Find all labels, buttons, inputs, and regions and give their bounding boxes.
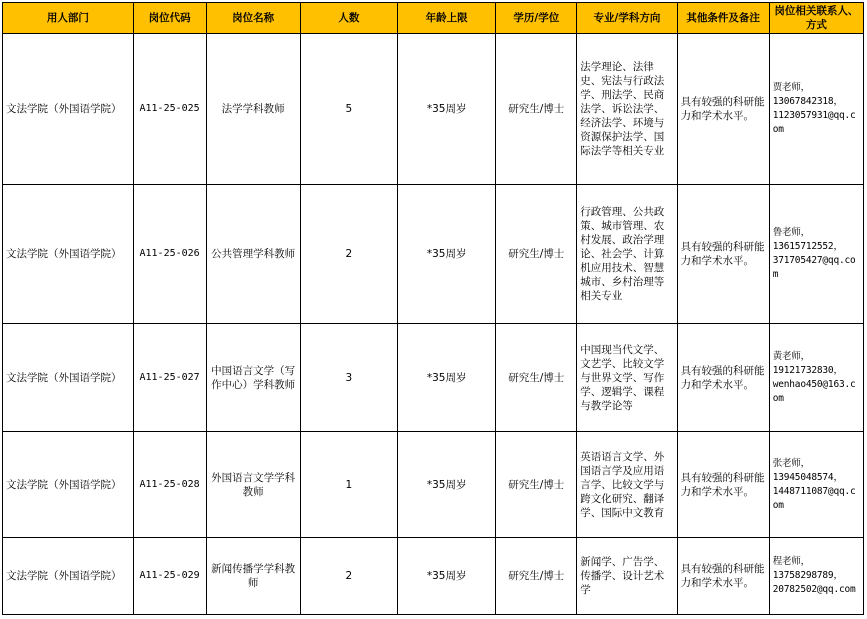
cell-major: 行政管理、公共政策、城市管理、农村发展、政治学理论、社会学、计算机应用技术、智慧城市、乡村治理等相关专业	[577, 185, 677, 324]
cell-major: 中国现当代文学、文艺学、比较文学与世界文学、写作学、逻辑学、课程与教学论等	[577, 324, 677, 432]
table-row	[3, 34, 864, 185]
header-code: 岗位代码	[133, 3, 206, 34]
cell-contact: 鲁老师， 13615712552， 371705427@qq.com	[769, 185, 863, 324]
cell-age: *35周岁	[398, 432, 496, 538]
cell-contact: 程老师， 13758298789， 20782502@qq.com	[769, 538, 863, 615]
cell-age: *35周岁	[398, 538, 496, 615]
header-count: 人数	[300, 3, 397, 34]
table-row	[3, 432, 864, 538]
cell-dept: 文法学院（外国语学院）	[3, 324, 134, 432]
cell-contact: 贾老师， 13067842318， 1123057931@qq.com	[769, 34, 863, 185]
cell-dept: 文法学院（外国语学院）	[3, 538, 134, 615]
cell-contact: 张老师， 13945048574， 1448711087@qq.com	[769, 432, 863, 538]
header-dept: 用人部门	[3, 3, 134, 34]
cell-count: 1	[300, 432, 397, 538]
table-row	[3, 324, 864, 432]
cell-name: 公共管理学科教师	[206, 185, 300, 324]
cell-age: *35周岁	[398, 34, 496, 185]
cell-name: 中国语言文学（写作中心）学科教师	[206, 324, 300, 432]
cell-major: 英语语言文学、外国语言学及应用语言学、比较文学与跨文化研究、翻译学、国际中文教育	[577, 432, 677, 538]
cell-edu: 研究生/博士	[496, 185, 577, 324]
cell-dept: 文法学院（外国语学院）	[3, 34, 134, 185]
header-edu: 学历/学位	[496, 3, 577, 34]
header-row	[3, 3, 864, 34]
cell-name: 法学学科教师	[206, 34, 300, 185]
cell-name: 外国语言文学学科教师	[206, 432, 300, 538]
cell-age: *35周岁	[398, 185, 496, 324]
cell-code: A11-25-029	[133, 538, 206, 615]
header-other: 其他条件及备注	[677, 3, 769, 34]
header-major: 专业/学科方向	[577, 3, 677, 34]
cell-other: 具有较强的科研能力和学术水平。	[677, 324, 769, 432]
cell-edu: 研究生/博士	[496, 432, 577, 538]
header-name: 岗位名称	[206, 3, 300, 34]
cell-count: 3	[300, 324, 397, 432]
cell-major: 法学理论、法律史、宪法与行政法学、刑法学、民商法学、诉讼法学、经济法学、环境与资源保护法学、国际法学等相关专业	[577, 34, 677, 185]
table-row	[3, 538, 864, 615]
header-age: 年龄上限	[398, 3, 496, 34]
cell-other: 具有较强的科研能力和学术水平。	[677, 34, 769, 185]
cell-contact: 黄老师， 19121732830， wenhao450@163.com	[769, 324, 863, 432]
cell-dept: 文法学院（外国语学院）	[3, 185, 134, 324]
cell-count: 5	[300, 34, 397, 185]
cell-count: 2	[300, 538, 397, 615]
cell-code: A11-25-027	[133, 324, 206, 432]
header-contact: 岗位相关联系人、方式	[769, 3, 863, 34]
recruitment-table	[2, 2, 864, 615]
cell-other: 具有较强的科研能力和学术水平。	[677, 538, 769, 615]
cell-code: A11-25-025	[133, 34, 206, 185]
cell-other: 具有较强的科研能力和学术水平。	[677, 432, 769, 538]
cell-edu: 研究生/博士	[496, 34, 577, 185]
cell-name: 新闻传播学学科教师	[206, 538, 300, 615]
cell-edu: 研究生/博士	[496, 538, 577, 615]
cell-code: A11-25-026	[133, 185, 206, 324]
table-row	[3, 185, 864, 324]
cell-dept: 文法学院（外国语学院）	[3, 432, 134, 538]
cell-edu: 研究生/博士	[496, 324, 577, 432]
cell-major: 新闻学、广告学、传播学、设计艺术学	[577, 538, 677, 615]
cell-other: 具有较强的科研能力和学术水平。	[677, 185, 769, 324]
cell-count: 2	[300, 185, 397, 324]
cell-code: A11-25-028	[133, 432, 206, 538]
cell-age: *35周岁	[398, 324, 496, 432]
